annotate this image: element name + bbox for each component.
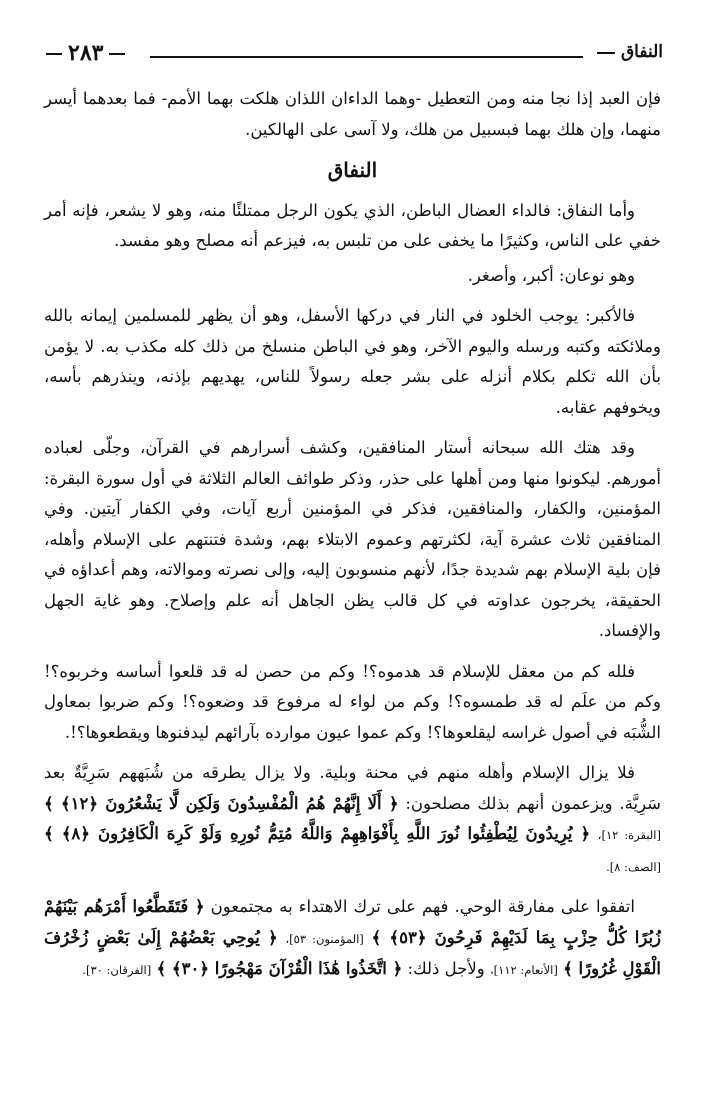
quran-verse: ﴿ فَتَقَطَّعُوا أَمْرَهُم بَيْنَهُمْ زُبُرًا كُلُّ حِزْبٍ بِمَا لَدَيْهِمْ فَرِحُونَ ﴿٥٣﴾ ﴾ bbox=[44, 897, 662, 947]
paragraph-types: وهو نوعان: أكبر، وأصغر. bbox=[467, 265, 635, 285]
quran-verse: ﴿ يُوحِي بَعْضُهُمْ إِلَىٰ بَعْضٍ زُخْرُفَ الْقَوْلِ غُرُورًا ﴾ bbox=[44, 927, 661, 978]
quran-verse: ﴿ اتَّخَذُوا هَٰذَا الْقُرْآنَ مَهْجُورًا ﴿٣٠﴾ ﴾ bbox=[156, 959, 403, 978]
verse-reference: [البقرة: ١٢]، bbox=[597, 828, 661, 842]
quran-verse: ﴿ أَلَا إِنَّهُمْ هُمُ الْمُفْسِدُونَ وَلَكِن لَّا يَشْعُرُونَ ﴿١٢﴾ ﴾ bbox=[44, 793, 399, 813]
section-heading: النفاق bbox=[327, 158, 378, 182]
paragraph-intro: فإن العبد إذا نجا منه ومن التعطيل -وهما الداءان اللذان هلكت بهما الأمم- فما بعدهما أيسر منهما، وإن هلك بهما فبسبيل من هلك، ولا آسى على الهالكين. bbox=[44, 89, 661, 139]
header-rule bbox=[150, 56, 583, 58]
paragraph-exposure: وقد هتك الله سبحانه أستار المنافقين، وكشف أسرارهم في القرآن، وجلّى لعباده أمورهم. ليكونوا منها ومن أهلها على حذر، وذكر طوائف العالم الثلاثة في أول سورة البقرة: المؤمنين، والكفار، والمنافقين، فذكر في المؤمنين أربع آيات، وفي الكفار آيتين. وفي المنافقين ثلاث عشرة آية، لكثرتهم وعموم الابتلاء بهم، وشدة فتنتهم على الإسلام وأهله، فإن بلية الإسلام بهم شديدة جدًا، لأنهم منسوبون إليه، وإلى نصرته وموالاته، وهم أعداؤه في الحقيقة، يخرجون عداوته في كل قالب يظن الجاهل أنه علم وإصلاح. وهو غاية الجهل والإفساد. bbox=[44, 438, 661, 640]
verse-reference: [الفرقان: ٣٠]. bbox=[82, 963, 152, 977]
page-header bbox=[40, 40, 663, 70]
paragraph-major-hypocrisy: فالأكبر: يوجب الخلود في النار في دركها الأسفل، وهو أن يظهر للمسلمين إيمانه بالله وملائكته وكتبه ورسله واليوم الآخر، وهو في الباطن منسلخ من ذلك كله مكذب به. لا يؤمن بأن الله تكلم بكلام أنزله على بشر جعله رسولاً للناس، يهديهم بإذنه، وينذرهم بأسه، ويخوفهم عقابه. bbox=[44, 306, 661, 417]
verse-reference: [الصف: ٨]. bbox=[606, 859, 661, 874]
chapter-title: النفاق bbox=[597, 42, 663, 62]
verse-reference: [الأنعام: ١١٢]، bbox=[489, 963, 558, 977]
page-number: ٢٨٣ bbox=[40, 40, 131, 66]
paragraph-text: اتفقوا على مفارقة الوحي. فهم على ترك الاهتداء به مجتمعون bbox=[210, 897, 635, 916]
quran-verse: ﴿ يُرِيدُونَ لِيُطْفِئُوا نُورَ اللَّهِ بِأَفْوَاهِهِمْ وَاللَّهُ مُتِمُّ نُورِهِ وَلَوْ كَرِهَ الْكَافِرُونَ ﴿٨﴾ ﴾ bbox=[44, 824, 591, 843]
page-body bbox=[44, 84, 661, 996]
paragraph-affliction bbox=[44, 758, 661, 882]
paragraph-text: فلا يزال الإسلام وأهله منهم في محنة وبلية. ولا يزال يطرقه من شُبَههم سَرِيَّةٌ بعد سَرِيَّة. ويزعمون أنهم بذلك مصلحون: bbox=[44, 763, 661, 813]
paragraph-definition: وأما النفاق: فالداء العضال الباطن، الذي يكون الرجل ممتلئًا منه، وهو لا يشعر، فإنه أمر خفي على الناس، وكثيرًا ما يخفى على من تلبس به، فيزعم أنه مصلح وهو مفسد. bbox=[44, 200, 661, 250]
paragraph-revelation bbox=[44, 892, 661, 986]
paragraph-fortresses: فلله كم من معقل للإسلام قد هدموه؟! وكم من حصن له قد قلعوا أساسه وخربوه؟! وكم من علَم له قد طمسوه؟! وكم من لواء له مرفوع قد وضعوه؟! وكم ضربوا بمعاول الشُّبَه في أصول غراسه ليقلعوها؟! وكم عموا عيون موارده بآرائهم ليدفنوها ويقطعوها؟!. bbox=[44, 661, 661, 742]
verse-reference: [المؤمنون: ٥٣]، bbox=[285, 931, 364, 946]
paragraph-text: ولأجل ذلك: bbox=[407, 959, 485, 978]
